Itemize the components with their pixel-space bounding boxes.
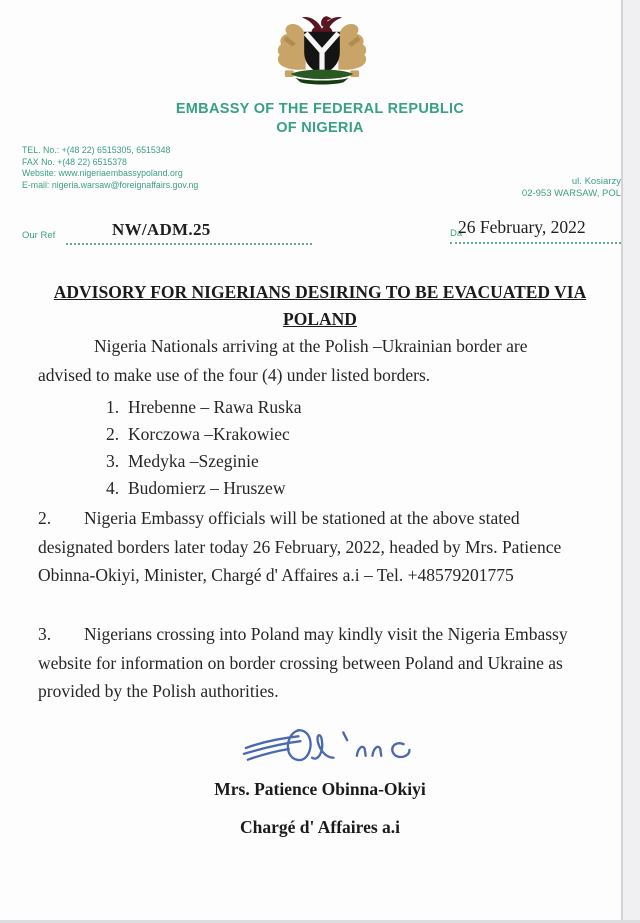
date-label: Da [450, 228, 463, 239]
signatory-role: Chargé d' Affaires a.i [239, 817, 401, 837]
list-item-text: Korczowa –Krakowiec [128, 424, 290, 444]
paragraph-1-text: Nigeria Nationals arriving at the Polish –Ukrainian border are advised to make use of the four (4) under listed borders. [38, 336, 528, 385]
list-item-text: Budomierz – Hruszew [128, 478, 286, 498]
shield-icon [304, 32, 340, 75]
address-line1: ul. Kosiarzy [571, 176, 621, 187]
list-item-number: 2. [106, 424, 120, 444]
date-dotted-line [450, 242, 621, 244]
paragraph-3 [38, 620, 583, 706]
border-list [106, 394, 302, 502]
list-item [106, 448, 302, 475]
date-row [450, 217, 621, 247]
our-ref-label: Our Ref [22, 230, 56, 241]
address-line2: 02-953 WARSAW, POL [521, 188, 621, 199]
org-name-line2: OF NIGERIA [276, 120, 364, 136]
list-item-text: Hrebenne – Rawa Ruska [128, 397, 302, 417]
contact-email: E-mail: nigeria.warsaw@foreignaffairs.gov.ng [22, 179, 199, 190]
list-item [106, 421, 302, 448]
paragraph-2 [38, 504, 583, 590]
paragraph-1 [38, 332, 583, 390]
paragraph-2-text: Nigeria Embassy officials will be stationed at the above stated designated borders later today 26 February, 2022, headed by Mrs. Patience Obinna-Okiyi, Minister, Chargé d' Affaires a.i – Tel. +48579201775 [38, 508, 562, 585]
nigeria-coat-of-arms-emblem [270, 10, 374, 98]
org-name-line1: EMBASSY OF THE FEDERAL REPUBLIC [175, 101, 465, 117]
eagle-crest-icon [302, 16, 342, 32]
our-ref-value: NW/ADM.25 [112, 220, 211, 239]
contact-tel: TEL. No.: +(48 22) 6515305, 6515348 [22, 145, 171, 155]
list-item-text: Medyka –Szeginie [128, 451, 259, 471]
paragraph-3-number: 3. [38, 624, 52, 644]
contact-website: Website: www.nigeriaembassypoland.org [22, 168, 183, 178]
list-item-number: 1. [106, 397, 120, 417]
our-ref-row [22, 220, 312, 248]
contact-block [22, 145, 198, 191]
paragraph-2-number: 2. [38, 508, 52, 528]
list-item [106, 475, 302, 502]
horse-supporter-icon [278, 24, 306, 70]
org-name [40, 100, 600, 138]
address-block [401, 176, 621, 200]
wreath-base-icon [291, 70, 353, 85]
contact-fax: FAX No. +(48 22) 6515378 [22, 156, 127, 167]
page-scan-right-edge [621, 0, 640, 923]
document-title-line1: ADVISORY FOR NIGERIANS DESIRING TO BE EVACUATED VIA [53, 282, 587, 302]
document-title [40, 279, 600, 333]
list-item [106, 394, 302, 421]
our-ref-dotted-line [66, 243, 312, 245]
paragraph-3-text: Nigerians crossing into Poland may kindly visit the Nigeria Embassy website for information on border crossing between Poland and Ukraine as provided by the Polish authorities. [38, 624, 568, 701]
signatory-name: Mrs. Patience Obinna-Okiyi [214, 779, 426, 799]
handwritten-signature-image [242, 718, 427, 778]
document-title-line2: POLAND [283, 309, 357, 329]
list-item-number: 3. [106, 451, 120, 471]
list-item-number: 4. [106, 478, 120, 498]
date-value: 26 February, 2022 [458, 217, 586, 237]
